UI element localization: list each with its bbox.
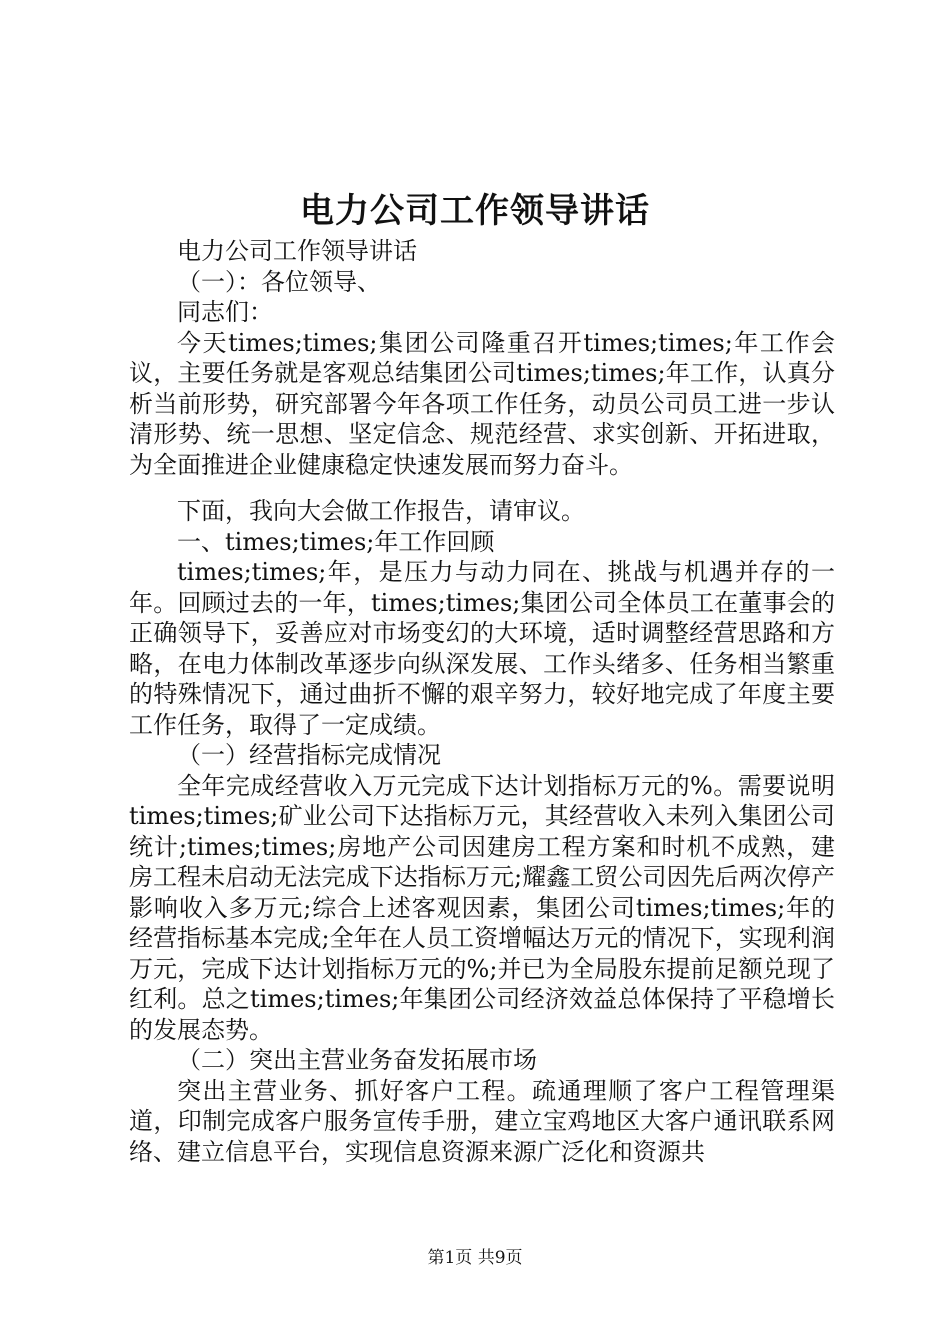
- subsection-heading-indicators: （一）经营指标完成情况: [177, 741, 441, 769]
- subsection-heading-market: （二）突出主营业务奋发拓展市场: [177, 1046, 537, 1074]
- page-footer: 第1页 共9页: [427, 1248, 523, 1268]
- paragraph-salutation-2: 同志们：: [177, 298, 273, 326]
- section-heading-review: 一、times;times;年工作回顾: [177, 527, 495, 556]
- paragraph-heading: 电力公司工作领导讲话: [177, 237, 417, 265]
- document-body: [129, 236, 835, 1167]
- paragraph-intro: 今天times;times;集团公司隆重召开times;times;年工作会议，主要任务就是客观总结集团公司times;times;年工作，认真分析当前形势，研究部署今年各项工作任务，动员公司员工进一步认清形势、统一思想、坚定信念、规范经营、求实创新、开拓进取，为全面推进企业健康稳定快速发展而努力奋斗。: [129, 328, 835, 479]
- paragraph-salutation-1: （一）：各位领导、: [177, 267, 381, 296]
- paragraph-report: 下面，我向大会做工作报告，请审议。: [177, 497, 585, 525]
- paragraph-review: times;times;年，是压力与动力同在、挑战与机遇并存的一年。回顾过去的一年，times;times;集团公司全体员工在董事会的正确领导下，妥善应对市场变幻的大环境，适时调整经营思路和方略，在电力体制改革逐步向纵深发展、工作头绪多、任务相当繁重的特殊情况下，通过曲折不懈的艰辛努力，较好地完成了年度主要工作任务，取得了一定成绩。: [129, 558, 835, 739]
- paragraph-market: 突出主营业务、抓好客户工程。疏通理顺了客户工程管理渠道，印制完成客户服务宣传手册，建立宝鸡地区大客户通讯联系网络、建立信息平台，实现信息资源来源广泛化和资源共: [129, 1076, 835, 1166]
- paragraph-indicators: 全年完成经营收入万元完成下达计划指标万元的%。需要说明times;times;矿业公司下达指标万元，其经营收入未列入集团公司统计;times;times;房地产公司因建房工程方案和时机不成熟，建房工程未启动无法完成下达指标万元;耀鑫工贸公司因先后两次停产影响收入多万元;综合上述客观因素，集团公司times;times;年的经营指标基本完成;全年在人员工资增幅达万元的情况下，实现利润万元，完成下达计划指标万元的%;并已为全局股东提前足额兑现了红利。总之times;times;年集团公司经济效益总体保持了平稳增长的发展态势。: [129, 771, 835, 1044]
- document-title: 电力公司工作领导讲话: [300, 191, 650, 231]
